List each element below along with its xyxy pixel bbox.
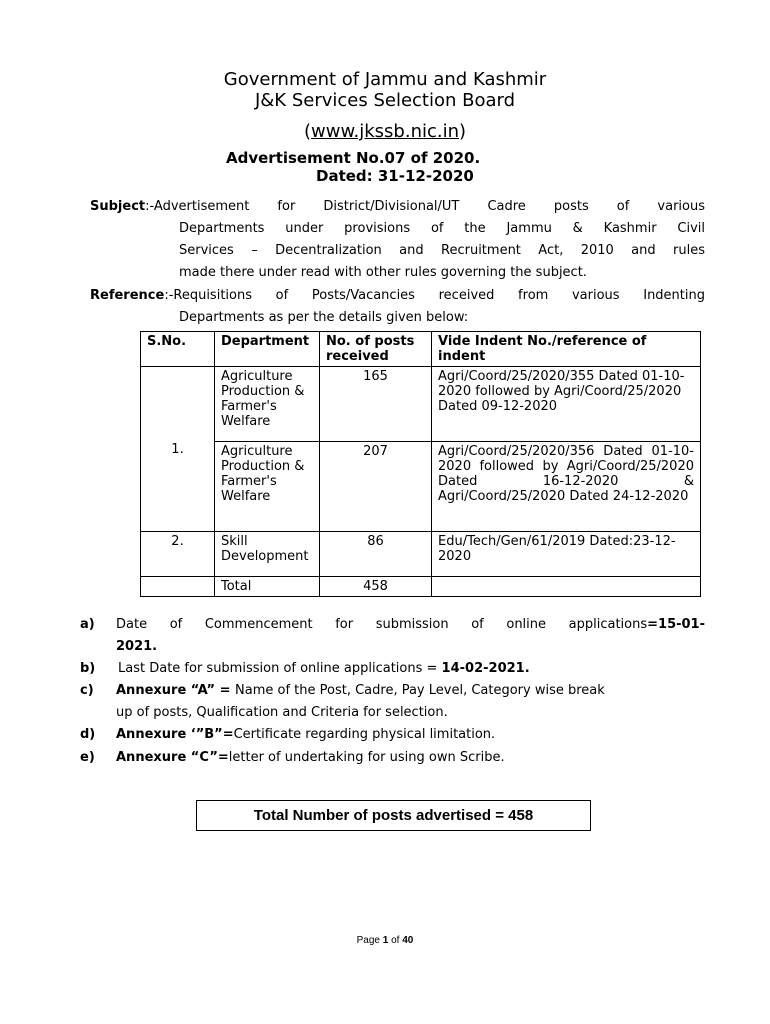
subject-line-4: made there under read with other rules governing the subject.: [179, 265, 587, 280]
advertisement-date: Dated: 31-12-2020: [316, 167, 474, 185]
header-website: [0, 121, 770, 142]
cell-posts: 165: [320, 367, 432, 442]
header-department: Department: [215, 332, 320, 367]
cell-department: Agriculture Production & Farmer's Welfare: [215, 442, 320, 532]
item-b-date: 14-02-2021.: [441, 661, 530, 676]
item-a-date-part1: =15-01-: [647, 617, 705, 632]
item-a-line-2: 2021.: [116, 639, 158, 654]
link-open-paren: (: [303, 121, 311, 142]
table-row: [141, 532, 701, 577]
reference-line-1: [90, 285, 705, 307]
item-c-text-1: Name of the Post, Cadre, Pay Level, Category wise break: [235, 683, 605, 698]
cell-reference: [432, 577, 701, 597]
reference-line-2: Departments as per the details given below:: [179, 310, 469, 325]
vacancy-table: [140, 331, 701, 597]
cell-total-label: Total: [215, 577, 320, 597]
header-government: Government of Jammu and Kashmir: [223, 69, 547, 90]
cell-reference: Agri/Coord/25/2020/355 Dated 01-10-2020 followed by Agri/Coord/25/2020 Dated 09-12-2020: [432, 367, 701, 442]
footer-total-pages: 40: [402, 935, 414, 946]
header-sno: S.No.: [141, 332, 215, 367]
table-row: [141, 442, 701, 532]
item-e-line: [116, 747, 505, 769]
footer-of: of: [388, 935, 403, 946]
item-d-label: d): [80, 727, 96, 742]
header-reference: Vide Indent No./reference of indent: [432, 332, 701, 367]
item-d-text: Certificate regarding physical limitation.: [233, 727, 496, 742]
website-link[interactable]: www.jkssb.nic.in: [311, 121, 459, 142]
subject-label: Subject: [90, 199, 146, 214]
table-total-row: [141, 577, 701, 597]
cell-sno: 1.: [141, 367, 215, 532]
subject-text-1: :-Advertisement for District/Divisional/UT Cadre posts of various: [145, 199, 705, 214]
item-e-text: letter of undertaking for using own Scribe.: [228, 750, 505, 765]
cell-posts: 207: [320, 442, 432, 532]
item-c-label: c): [80, 683, 94, 698]
cell-total-posts: 458: [320, 577, 432, 597]
reference-label: Reference: [90, 288, 165, 303]
cell-posts: 86: [320, 532, 432, 577]
subject-line-2: Departments under provisions of the Jammu & Kashmir Civil: [179, 221, 705, 236]
reference-text-1: :-Requisitions of Posts/Vacancies received from various Indenting: [164, 288, 705, 303]
table-header-row: [141, 332, 701, 367]
advertisement-number: Advertisement No.07 of 2020.: [226, 149, 481, 167]
item-b-label: b): [80, 661, 96, 676]
item-a-label: a): [80, 617, 95, 632]
item-e-annexure: Annexure “C”=: [116, 750, 229, 765]
cell-reference: Edu/Tech/Gen/61/2019 Dated:23-12-2020: [432, 532, 701, 577]
table-row: [141, 367, 701, 442]
cell-department: Agriculture Production & Farmer's Welfare: [215, 367, 320, 442]
link-close-paren: ): [459, 121, 467, 142]
cell-sno: [141, 577, 215, 597]
total-posts-box: Total Number of posts advertised = 458: [196, 800, 591, 831]
subject-line-3: Services – Decentralization and Recruitment Act, 2010 and rules: [179, 243, 705, 258]
subject-line-1: [90, 196, 705, 218]
item-c-line-2: up of posts, Qualification and Criteria for selection.: [116, 705, 448, 720]
footer-current-page: 1: [382, 935, 389, 946]
header-posts: No. of posts received: [320, 332, 432, 367]
item-e-label: e): [80, 750, 95, 765]
item-a-text: Date of Commencement for submission of online applications: [116, 617, 648, 632]
footer-page-label: Page: [356, 935, 383, 946]
cell-sno: 2.: [141, 532, 215, 577]
cell-reference: Agri/Coord/25/2020/356 Dated 01-10-2020 followed by Agri/Coord/25/2020 Dated 16-12-2020 & Agri/Coord/25/2020 Dated 24-12-2020: [432, 442, 701, 532]
item-d-annexure: Annexure ‘”B”=: [116, 727, 234, 742]
header-board: J&K Services Selection Board: [254, 90, 516, 111]
item-c-annexure: Annexure “A” =: [116, 683, 236, 698]
item-d-line: [116, 724, 495, 746]
cell-department: Skill Development: [215, 532, 320, 577]
item-a-line-1: [116, 614, 705, 636]
item-c-line-1: [116, 680, 705, 702]
item-b-text: Last Date for submission of online applications =: [118, 661, 442, 676]
page-footer: [0, 935, 770, 946]
item-b-line: [118, 658, 530, 680]
